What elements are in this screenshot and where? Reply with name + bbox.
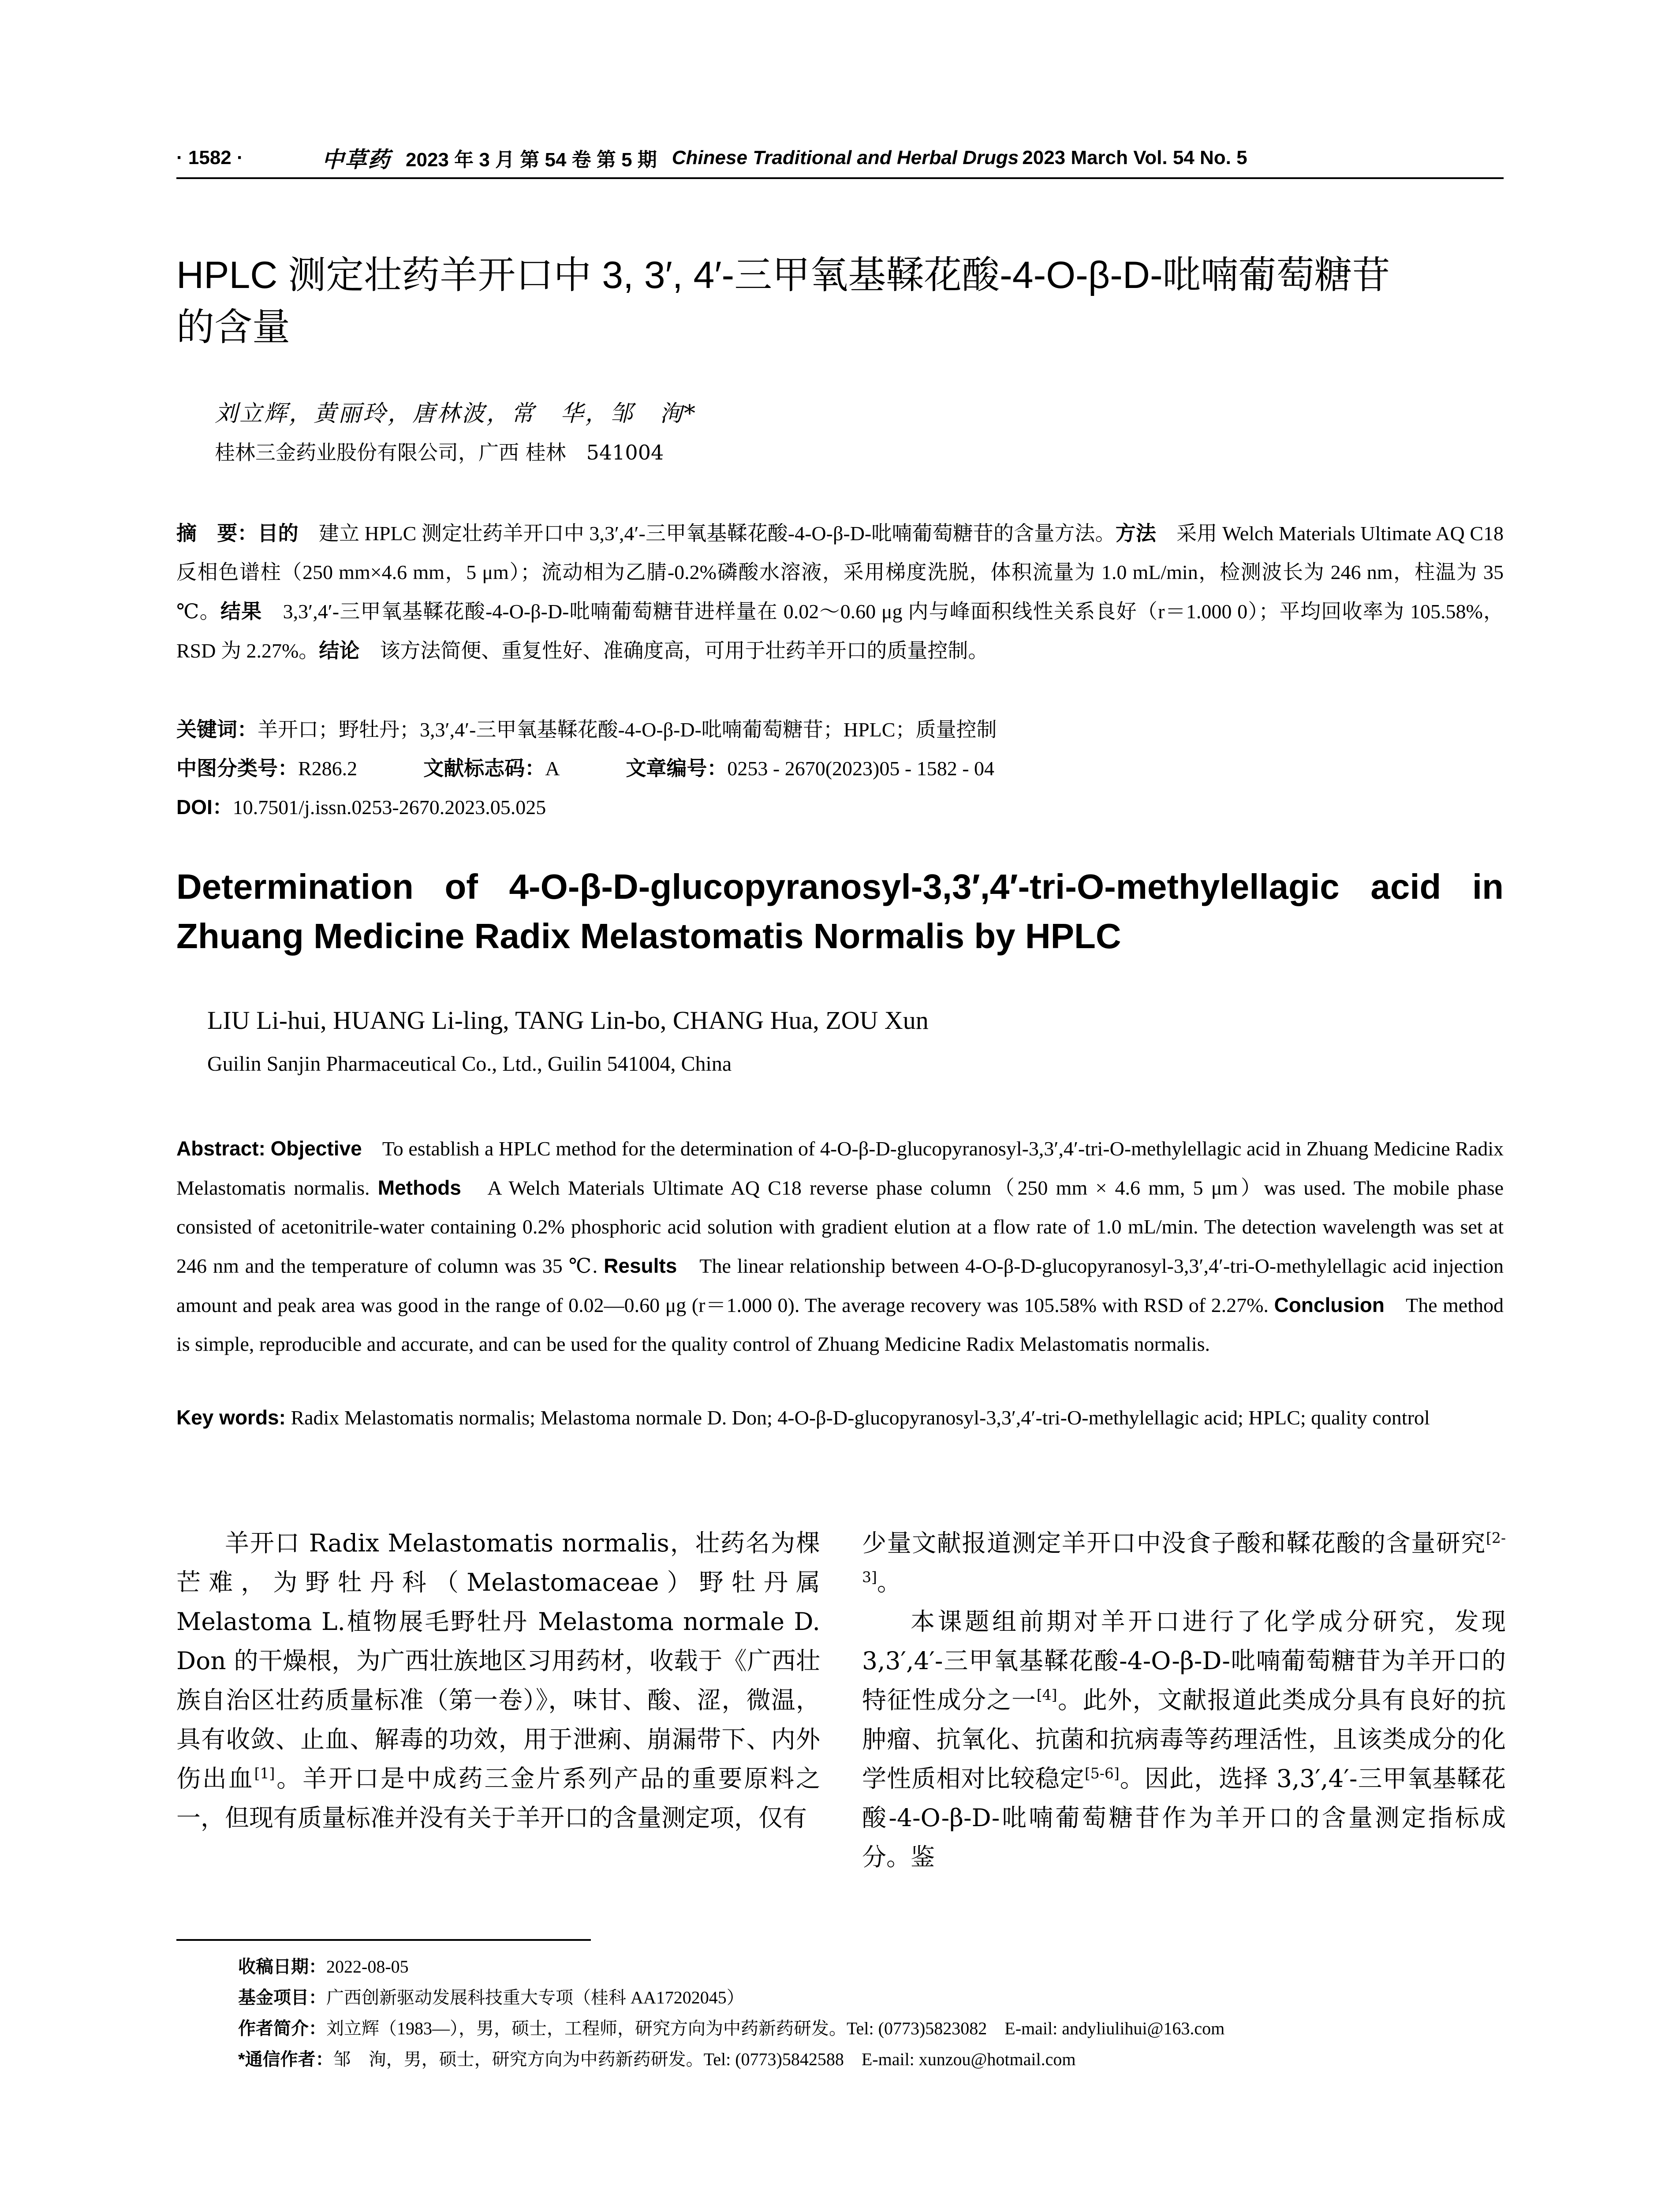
en-title	[176, 862, 1504, 961]
en-conclusion-label: Conclusion	[1274, 1293, 1385, 1316]
article-no-label: 文章编号：	[626, 757, 728, 780]
en-title-word: in	[1472, 867, 1504, 906]
clc-value: R286.2	[298, 757, 358, 780]
cn-methods: 采用 Welch Materials Ultimate AQ C18 反相色谱柱（250 mm×4.6 mm，5 μm）；流动相为乙腈-0.2%磷酸水溶液，采用梯度洗脱，体积流量为 1.0 mL/min，检测波长为 246 nm，柱温为 35 ℃。	[176, 522, 1504, 623]
cn-keywords	[176, 710, 1504, 749]
en-results: The linear relationship between 4-O-β-D-glucopyranosyl-3,3′,4′-tri-O-methylellagic acid injection amount and peak area was good in the range of 0.02—0.60 μg (r＝1.000 0). The average recovery was 105.58% with RSD of 2.27%.	[176, 1255, 1504, 1316]
journal-logo: 中草药	[322, 146, 391, 172]
en-affiliation: Guilin Sanjin Pharmaceutical Co., Ltd., Guilin 541004, China	[207, 1052, 732, 1076]
en-abstract	[176, 1129, 1504, 1364]
en-results-label: Results	[604, 1254, 677, 1277]
cn-authors: 刘立辉，黄丽玲，唐林波，常 华，邹 洵*	[215, 400, 698, 427]
en-objective: To establish a HPLC method for the determination of 4-O-β-D-glucopyranosyl-3,3′,4′-tri-O-methylellagic acid in Zhuang Medicine Radix Melastomatis normalis.	[176, 1137, 1504, 1199]
footnote-corresponding: *通信作者：邹 洵，男，硕士，研究方向为中药新药研发。Tel: (0773)5842588 E-mail: xunzou@hotmail.com	[238, 2049, 1076, 2069]
en-title-line2: Zhuang Medicine Radix Melastomatis Normalis by HPLC	[176, 916, 1121, 956]
doccode-value: A	[545, 757, 560, 780]
article-no-value: 0253 - 2670(2023)05 - 1582 - 04	[727, 757, 995, 780]
cn-objective: 建立 HPLC 测定壮药羊开口中 3,3′,4′-三甲氧基鞣花酸-4-O-β-D-吡喃葡萄糖苷的含量方法。	[318, 522, 1116, 545]
en-methods: A Welch Materials Ultimate AQ C18 reverse phase column（250 mm × 4.6 mm, 5 μm）was used. The mobile phase consisted of acetonitrile-water containing 0.2% phosphoric acid solution with gradient elution at a flow rate of 1.0 mL/min. The detection wavelength was set at 246 nm and the temperature of column was 35 ℃.	[176, 1177, 1504, 1277]
body-right-column	[862, 1524, 1506, 1877]
cn-keywords-label: 关键词：	[176, 718, 258, 741]
cn-affiliation: 桂林三金药业股份有限公司，广西 桂林 541004	[215, 441, 664, 464]
cn-title-line1: HPLC 测定壮药羊开口中 3, 3′, 4′-三甲氧基鞣花酸-4-O-β-D-吡喃葡萄糖苷	[176, 254, 1390, 296]
cn-classification	[176, 749, 1504, 788]
cn-results-label: 结果	[220, 600, 262, 623]
body-paragraph: 羊开口 Radix Melastomatis normalis，壮药名为棵芒难，为野牡丹科（Melastomaceae）野牡丹属 Melastoma L.植物展毛野牡丹 Melastoma normale D. Don 的干燥根，为广西壮族地区习用药材，收载于《广西壮族自治区壮药质量标准（第一卷）》，味甘、酸、涩，微温，具有收敛、止血、解毒的功效，用于泄痢、崩漏带下、内外伤出血[1]。羊开口是中成药三金片系列产品的重要原料之一，但现有质量标准并没有关于羊开口的含量测定项，仅有	[176, 1529, 820, 1832]
footnotes	[238, 1951, 1504, 2075]
doi	[176, 788, 1504, 827]
cn-abstract	[176, 514, 1504, 670]
en-title-word: 4-O-β-D-glucopyranosyl-3,3′,4′-tri-O-methylellagic	[509, 867, 1340, 906]
doccode-label: 文献标志码：	[423, 757, 545, 780]
en-conclusion: The method is simple, reproducible and accurate, and can be used for the quality control of Zhuang Medicine Radix Melastomatis normalis.	[176, 1294, 1504, 1355]
cn-methods-label: 方法	[1115, 522, 1156, 545]
footnote-author: 作者简介：刘立辉（1983—），男，硕士，工程师，研究方向为中药新药研发。Tel: (0773)5823082 E-mail: andyliulihui@163.com	[238, 2018, 1225, 2038]
running-head	[176, 140, 1504, 176]
issue-cn: 2023 年 3 月 第 54 卷 第 5 期	[406, 149, 657, 171]
body-left-column	[176, 1524, 820, 1838]
en-title-word: Determination	[176, 867, 414, 906]
doi-label: DOI：	[176, 796, 233, 818]
journal-name-en: Chinese Traditional and Herbal Drugs	[672, 147, 1019, 168]
en-abstract-label: Abstract:	[176, 1137, 265, 1160]
header-rule	[176, 177, 1504, 179]
en-keywords-text: Radix Melastomatis normalis; Melastoma normale D. Don; 4-O-β-D-glucopyranosyl-3,3′,4′-tri-O-methylellagic acid; HPLC; quality control	[291, 1406, 1430, 1429]
en-title-line1	[176, 862, 1504, 912]
issue-en: 2023 March Vol. 54 No. 5	[1022, 147, 1247, 168]
clc-label: 中图分类号：	[176, 757, 298, 780]
cn-conclusion: 该方法简便、重复性好、准确度高，可用于壮药羊开口的质量控制。	[380, 639, 989, 662]
en-authors: LIU Li-hui, HUANG Li-ling, TANG Lin-bo, CHANG Hua, ZOU Xun	[207, 1006, 929, 1035]
en-methods-label: Methods	[377, 1176, 461, 1199]
en-keywords-label: Key words:	[176, 1406, 286, 1429]
page-number: · 1582 ·	[176, 147, 243, 168]
cn-title	[176, 249, 1504, 353]
en-keywords	[176, 1398, 1504, 1437]
body-paragraph: 本课题组前期对羊开口进行了化学成分研究，发现 3,3′,4′-三甲氧基鞣花酸-4-O-β-D-吡喃葡萄糖苷为羊开口的特征性成分之一[4]。此外，文献报道此类成分具有良好的抗肿瘤、抗氧化、抗菌和抗病毒等药理活性，且该类成分的化学性质相对比较稳定[5-6]。因此，选择 3,3′,4′-三甲氧基鞣花酸-4-O-β-D-吡喃葡萄糖苷作为羊开口的含量测定指标成分。鉴	[862, 1607, 1506, 1871]
doi-value: 10.7501/j.issn.0253-2670.2023.05.025	[232, 796, 546, 818]
citation: [1]	[254, 1764, 275, 1782]
cn-title-line2: 的含量	[176, 306, 290, 348]
cn-results: 3,3′,4′-三甲氧基鞣花酸-4-O-β-D-吡喃葡萄糖苷进样量在 0.02～0.60 μg 内与峰面积线性关系良好（r＝1.000 0）；平均回收率为 105.58%，RSD 为 2.27%。	[176, 600, 1504, 662]
citation: [2-3]	[862, 1529, 1506, 1586]
footnote-received: 收稿日期：2022-08-05	[238, 1957, 409, 1977]
en-title-word: of	[444, 867, 478, 906]
body-paragraph: 少量文献报道测定羊开口中没食子酸和鞣花酸的含量研究[2-3]。	[862, 1529, 1506, 1596]
citation: [4]	[1036, 1686, 1057, 1704]
citation: [5-6]	[1084, 1764, 1120, 1782]
cn-keywords-text: 羊开口；野牡丹；3,3′,4′-三甲氧基鞣花酸-4-O-β-D-吡喃葡萄糖苷；HPLC；质量控制	[258, 718, 997, 741]
en-title-word: acid	[1370, 867, 1441, 906]
footnote-fund: 基金项目：广西创新驱动发展科技重大专项（桂科 AA17202045）	[238, 1988, 744, 2007]
en-objective-label: Objective	[270, 1137, 362, 1160]
cn-objective-label: 目的	[258, 522, 299, 545]
cn-conclusion-label: 结论	[319, 639, 360, 662]
footnote-rule	[176, 1939, 591, 1941]
cn-abstract-label: 摘 要：	[176, 522, 258, 545]
